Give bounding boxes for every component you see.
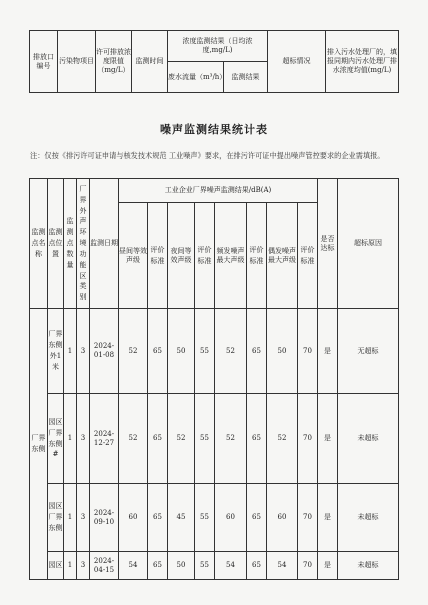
night-leq-cell: 50	[168, 309, 195, 394]
date-cell: 2024-09-10	[90, 484, 119, 552]
freq-max-cell: 54	[215, 552, 247, 580]
freq-max-cell: 60	[215, 484, 247, 552]
header-time: 监测时间	[132, 31, 168, 93]
reason-cell: 未超标	[338, 394, 399, 484]
header-limit: 许可排放浓度限值（mg/L）	[96, 31, 132, 93]
reason-cell: 未超标	[338, 484, 399, 552]
section-title: 噪声监测结果统计表	[160, 123, 268, 136]
date-cell: 2024-04-15	[90, 552, 119, 580]
header-result: 监测结果	[224, 62, 268, 93]
std-cell: 70	[298, 484, 318, 552]
std-cell: 65	[247, 552, 267, 580]
std-cell: 65	[148, 484, 168, 552]
table-row	[30, 484, 399, 552]
std-cell: 65	[148, 394, 168, 484]
header-reason: 超标原因	[338, 179, 399, 309]
std-cell: 70	[298, 394, 318, 484]
freq-max-cell: 52	[215, 394, 247, 484]
table-row	[30, 552, 399, 580]
header-location: 监测点位置	[48, 179, 64, 309]
std-cell: 65	[247, 484, 267, 552]
day-leq-cell: 54	[119, 552, 148, 580]
occ-max-cell: 60	[267, 484, 298, 552]
zone-cell: 3	[77, 552, 90, 580]
meets-cell: 是	[318, 484, 338, 552]
header-occ-max: 偶发噪声最大声级	[267, 203, 298, 309]
header-zone: 厂界外声环境功能区类别	[77, 179, 90, 309]
date-cell: 2024-01-08	[90, 309, 119, 394]
std-cell: 55	[195, 552, 215, 580]
count-cell: 1	[64, 309, 77, 394]
point-name-cell: 厂界东侧	[30, 309, 48, 580]
count-cell: 1	[64, 394, 77, 484]
count-cell: 1	[64, 552, 77, 580]
header-std-4: 评价标准	[298, 203, 318, 309]
location-cell: 园区	[48, 552, 64, 580]
header-concentration-group: 浓度监测结果（日均浓度,mg/L)	[168, 31, 268, 62]
std-cell: 55	[195, 484, 215, 552]
noise-table	[29, 178, 399, 580]
night-leq-cell: 52	[168, 394, 195, 484]
header-noise-group: 工业企业厂界噪声监测结果/dB(A)	[119, 179, 318, 203]
table-row	[30, 394, 399, 484]
header-pollutant: 污染物项目	[58, 31, 96, 93]
meets-cell: 是	[318, 309, 338, 394]
header-flow: 废水流量（m³/h）	[168, 62, 224, 93]
std-cell: 55	[195, 309, 215, 394]
header-count: 监测点数量	[64, 179, 77, 309]
std-cell: 65	[247, 309, 267, 394]
header-date: 监测日期	[90, 179, 119, 309]
day-leq-cell: 60	[119, 484, 148, 552]
meets-cell: 是	[318, 394, 338, 484]
occ-max-cell: 52	[267, 394, 298, 484]
header-meets: 是否达标	[318, 179, 338, 309]
header-discharge: 排入污水处理厂的，填报同期内污水处理厂排水浓度均值(mg/L)	[326, 31, 399, 93]
header-exceed: 超标情况	[268, 31, 326, 93]
header-freq-max: 频发噪声最大声级	[215, 203, 247, 309]
wastewater-table	[29, 30, 399, 93]
header-point-name: 监测点名称	[30, 179, 48, 309]
std-cell: 70	[298, 309, 318, 394]
date-cell: 2024-12-27	[90, 394, 119, 484]
zone-cell: 3	[77, 394, 90, 484]
header-std-2: 评价标准	[195, 203, 215, 309]
day-leq-cell: 52	[119, 309, 148, 394]
header-day-leq: 昼间等效声级	[119, 203, 148, 309]
count-cell: 1	[64, 484, 77, 552]
day-leq-cell: 52	[119, 394, 148, 484]
header-night-leq: 夜间等效声级	[168, 203, 195, 309]
table-row	[30, 309, 399, 394]
night-leq-cell: 45	[168, 484, 195, 552]
header-std-3: 评价标准	[247, 203, 267, 309]
location-cell: 园区厂界东侧#	[48, 394, 64, 484]
zone-cell: 3	[77, 309, 90, 394]
std-cell: 65	[148, 552, 168, 580]
note-text: 注：仅按《排污许可证申请与核发技术规范 工业噪声》要求，在排污许可证中提出噪声管控要求的企业需填报。	[30, 151, 385, 160]
occ-max-cell: 54	[267, 552, 298, 580]
std-cell: 55	[195, 394, 215, 484]
zone-cell: 3	[77, 484, 90, 552]
header-std-1: 评价标准	[148, 203, 168, 309]
meets-cell: 是	[318, 552, 338, 580]
reason-cell: 无超标	[338, 309, 399, 394]
location-cell: 厂界东侧外1米	[48, 309, 64, 394]
occ-max-cell: 50	[267, 309, 298, 394]
header-outlet-no: 排放口编号	[30, 31, 58, 93]
freq-max-cell: 52	[215, 309, 247, 394]
reason-cell: 未超标	[338, 552, 399, 580]
std-cell: 65	[247, 394, 267, 484]
night-leq-cell: 50	[168, 552, 195, 580]
std-cell: 70	[298, 552, 318, 580]
std-cell: 65	[148, 309, 168, 394]
location-cell: 园区厂界东侧	[48, 484, 64, 552]
